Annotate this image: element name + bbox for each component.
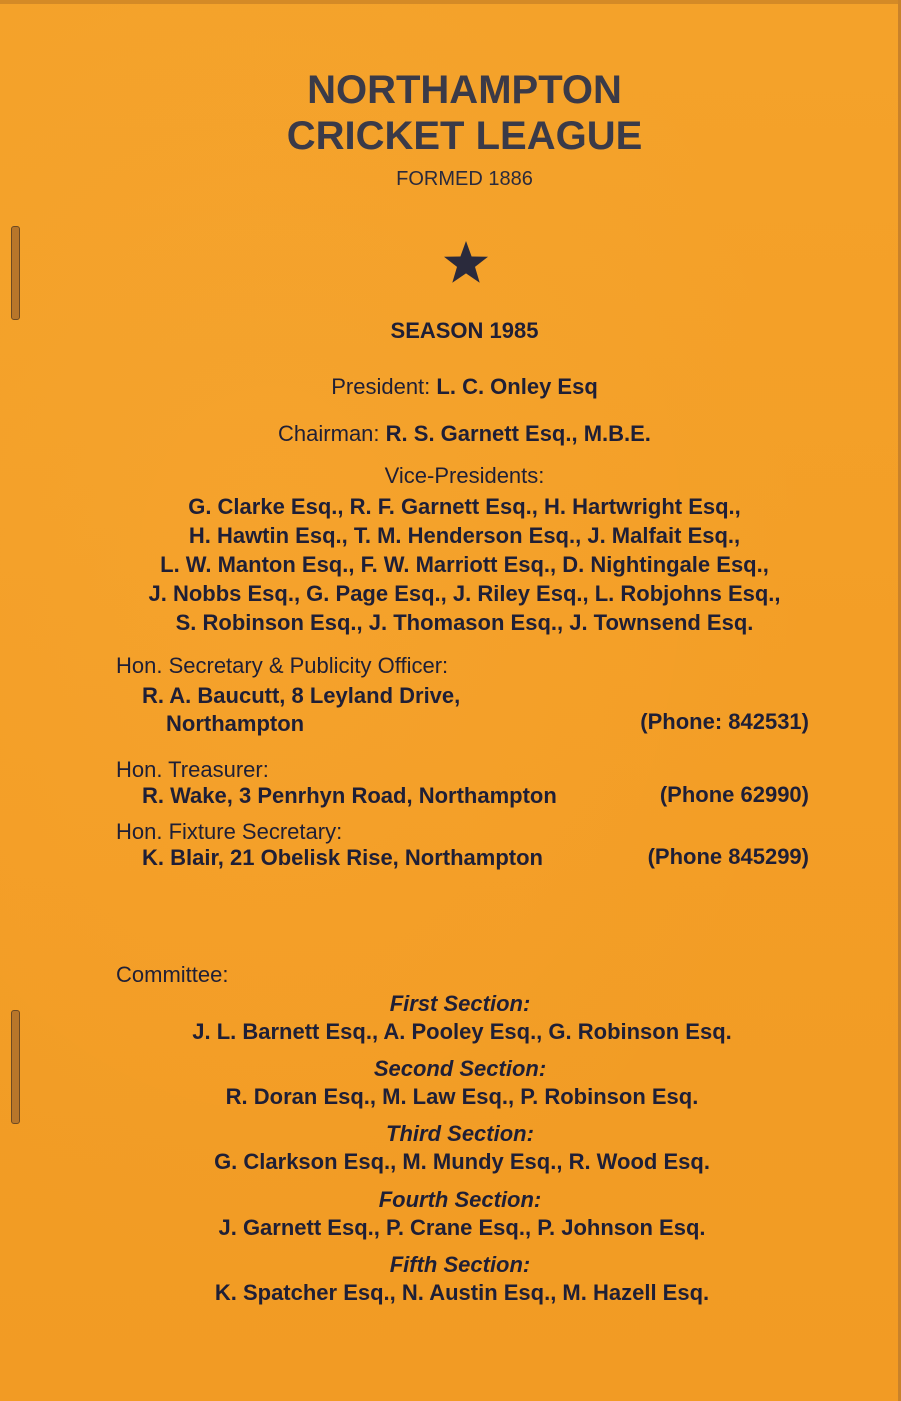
fixture-secretary-address: K. Blair, 21 Obelisk Rise, Northampton <box>142 845 543 870</box>
secretary-address-line-2: Northampton <box>166 711 305 736</box>
committee-section-heading: Fifth Section: <box>389 1252 531 1277</box>
secretary-label: Hon. Secretary & Publicity Officer: <box>116 653 449 678</box>
fixture-secretary-label: Hon. Fixture Secretary: <box>116 819 343 844</box>
top-edge <box>0 0 901 4</box>
treasurer-label: Hon. Treasurer: <box>116 757 269 782</box>
fixture-secretary-phone: (Phone 845299) <box>647 844 809 869</box>
vice-presidents-list <box>14 492 901 637</box>
vice-presidents-line: G. Clarke Esq., R. F. Garnett Esq., H. Hartwright Esq., <box>188 494 741 519</box>
chairman-label: Chairman: <box>278 421 380 446</box>
committee-section-members: J. L. Barnett Esq., A. Pooley Esq., G. Robinson Esq. <box>192 1019 732 1044</box>
committee-section-heading: Second Section: <box>373 1056 547 1081</box>
committee-section-members: R. Doran Esq., M. Law Esq., P. Robinson Esq. <box>225 1084 699 1109</box>
treasurer-phone: (Phone 62990) <box>659 782 809 807</box>
chairman-line <box>14 421 901 447</box>
chairman-name: R. S. Garnett Esq., M.B.E. <box>385 421 651 446</box>
committee-section-heading: Fourth Section: <box>378 1187 542 1212</box>
staple-top <box>11 226 20 320</box>
secretary-phone: (Phone: 842531) <box>640 709 809 734</box>
vice-presidents-line: L. W. Manton Esq., F. W. Marriott Esq., D. Nightingale Esq., <box>160 552 769 577</box>
formed-year: FORMED 1886 <box>396 168 533 190</box>
vice-presidents-line: S. Robinson Esq., J. Thomason Esq., J. Townsend Esq. <box>175 610 754 635</box>
committee-label: Committee: <box>116 962 229 987</box>
title-line-2: CRICKET LEAGUE <box>286 114 643 158</box>
title-line-1: NORTHAMPTON <box>307 68 622 112</box>
president-name: L. C. Onley Esq <box>436 374 598 399</box>
star-icon <box>442 238 490 286</box>
committee-section-members: J. Garnett Esq., P. Crane Esq., P. Johnson Esq. <box>218 1215 706 1240</box>
committee-section-members: G. Clarkson Esq., M. Mundy Esq., R. Wood Esq. <box>214 1149 710 1174</box>
committee-section-heading: Third Section: <box>386 1121 534 1146</box>
vice-presidents-label: Vice-Presidents: <box>384 463 545 488</box>
president-label: President: <box>331 374 431 399</box>
secretary-address-line-1: R. A. Baucutt, 8 Leyland Drive, <box>142 683 461 708</box>
season-heading: SEASON 1985 <box>390 318 539 343</box>
committee-section-heading: First Section: <box>389 991 531 1016</box>
vice-presidents-line: H. Hawtin Esq., T. M. Henderson Esq., J. Malfait Esq., <box>188 523 741 548</box>
president-line <box>14 374 901 400</box>
treasurer-address: R. Wake, 3 Penrhyn Road, Northampton <box>142 783 557 808</box>
committee-section-members: K. Spatcher Esq., N. Austin Esq., M. Hazell Esq. <box>214 1280 710 1305</box>
vice-presidents-line: J. Nobbs Esq., G. Page Esq., J. Riley Esq., L. Robjohns Esq., <box>148 581 781 606</box>
